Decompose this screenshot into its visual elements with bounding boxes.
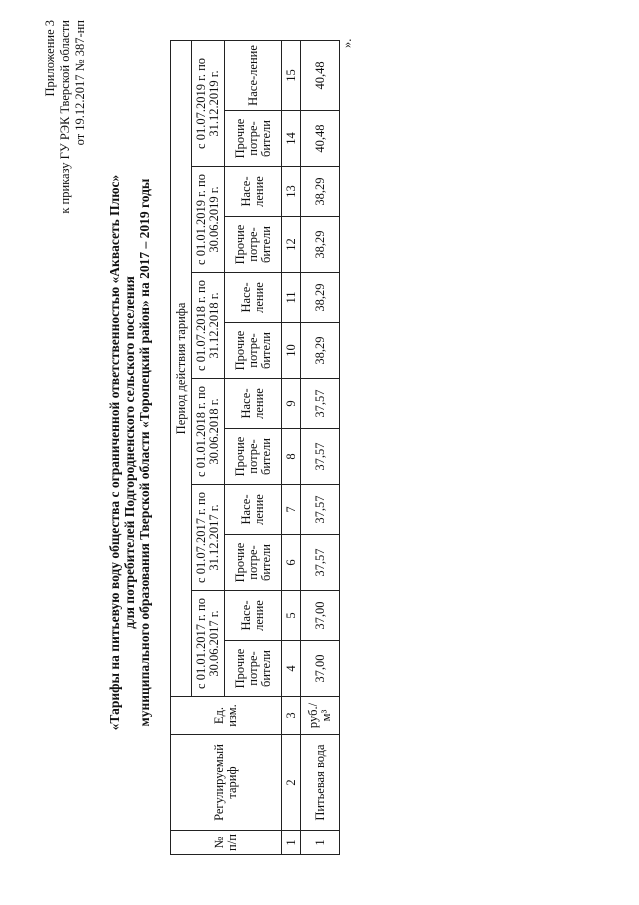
- closing-quote: ».: [340, 38, 354, 48]
- appendix-order: к приказу ГУ РЭК Тверской области: [58, 20, 72, 214]
- subheader-other-3: Прочие потре-бители: [225, 429, 282, 485]
- column-number-10: 10: [282, 323, 301, 379]
- appendix-header: [43, 20, 88, 214]
- tariff-value: 38,29: [301, 167, 340, 217]
- title-line-3: муниципального образования Тверской области «Торопецкий район» на 2017 – 2019 годы: [137, 178, 152, 727]
- period-5: с 01.01.2019 г. по 30.06.2019 г.: [192, 167, 225, 273]
- row-unit: руб./м³: [301, 697, 340, 735]
- document-title: [107, 0, 152, 905]
- subheader-other-2: Прочие потре-бители: [225, 535, 282, 591]
- column-number-14: 14: [282, 111, 301, 167]
- header-unit: Ед. изм.: [171, 697, 282, 735]
- tariff-table-body: [171, 40, 340, 854]
- tariff-value: 37,00: [301, 641, 340, 697]
- row-num: 1: [301, 831, 340, 855]
- tariff-value: 38,29: [301, 323, 340, 379]
- column-number-2: 2: [282, 735, 301, 831]
- column-number-1: 1: [282, 831, 301, 855]
- period-2: с 01.07.2017 г. по 31.12.2017 г.: [192, 485, 225, 591]
- header-row-period: [171, 40, 192, 854]
- subheader-population-2: Насе-ление: [225, 485, 282, 535]
- table-row: [301, 40, 340, 854]
- appendix-number: Приложение 3: [43, 20, 57, 97]
- tariff-value: 37,00: [301, 591, 340, 641]
- column-number-11: 11: [282, 273, 301, 323]
- tariff-value: 40,48: [301, 111, 340, 167]
- title-line-1: «Тарифы на питьевую воду общества с ограниченной ответственностью «Аквасеть Плюс»: [107, 174, 122, 731]
- row-tariff: Питьевая вода: [301, 735, 340, 831]
- title-line-2: для потребителей Подгородненского сельского поселения: [122, 276, 137, 629]
- column-number-3: 3: [282, 697, 301, 735]
- tariff-value: 37,57: [301, 429, 340, 485]
- tariff-value: 40,48: [301, 40, 340, 110]
- header-tariff: Регулируемый тариф: [171, 735, 282, 831]
- column-number-7: 7: [282, 485, 301, 535]
- period-1: с 01.01.2017 г. по 30.06.2017 г.: [192, 591, 225, 697]
- period-3: с 01.01.2018 г. по 30.06.2018 г.: [192, 379, 225, 485]
- column-number-13: 13: [282, 167, 301, 217]
- column-number-9: 9: [282, 379, 301, 429]
- header-period: Период действия тарифа: [171, 40, 192, 696]
- appendix-date: от 19.12.2017 № 387-нп: [73, 20, 87, 146]
- subheader-other-4: Прочие потре-бители: [225, 323, 282, 379]
- subheader-other-6: Прочие потре-бители: [225, 111, 282, 167]
- tariff-table: [170, 40, 340, 855]
- column-number-5: 5: [282, 591, 301, 641]
- subheader-population-4: Насе-ление: [225, 273, 282, 323]
- subheader-population-3: Насе-ление: [225, 379, 282, 429]
- column-number-8: 8: [282, 429, 301, 485]
- tariff-value: 38,29: [301, 273, 340, 323]
- period-6: с 01.07.2019 г. по 31.12.2019 г.: [192, 40, 225, 166]
- header-num: № п/п: [171, 831, 282, 855]
- subheader-population-5: Насе-ление: [225, 167, 282, 217]
- subheader-other-5: Прочие потре-бители: [225, 217, 282, 273]
- tariff-value: 38,29: [301, 217, 340, 273]
- column-number-row: [282, 40, 301, 854]
- subheader-population-6: Насе-ление: [225, 40, 282, 110]
- tariff-value: 37,57: [301, 379, 340, 429]
- column-number-4: 4: [282, 641, 301, 697]
- column-number-15: 15: [282, 40, 301, 110]
- column-number-12: 12: [282, 217, 301, 273]
- subheader-population-1: Насе-ление: [225, 591, 282, 641]
- tariff-value: 37,57: [301, 535, 340, 591]
- column-number-6: 6: [282, 535, 301, 591]
- subheader-other-1: Прочие потре-бители: [225, 641, 282, 697]
- tariff-value: 37,57: [301, 485, 340, 535]
- period-4: с 01.07.2018 г. по 31.12.2018 г.: [192, 273, 225, 379]
